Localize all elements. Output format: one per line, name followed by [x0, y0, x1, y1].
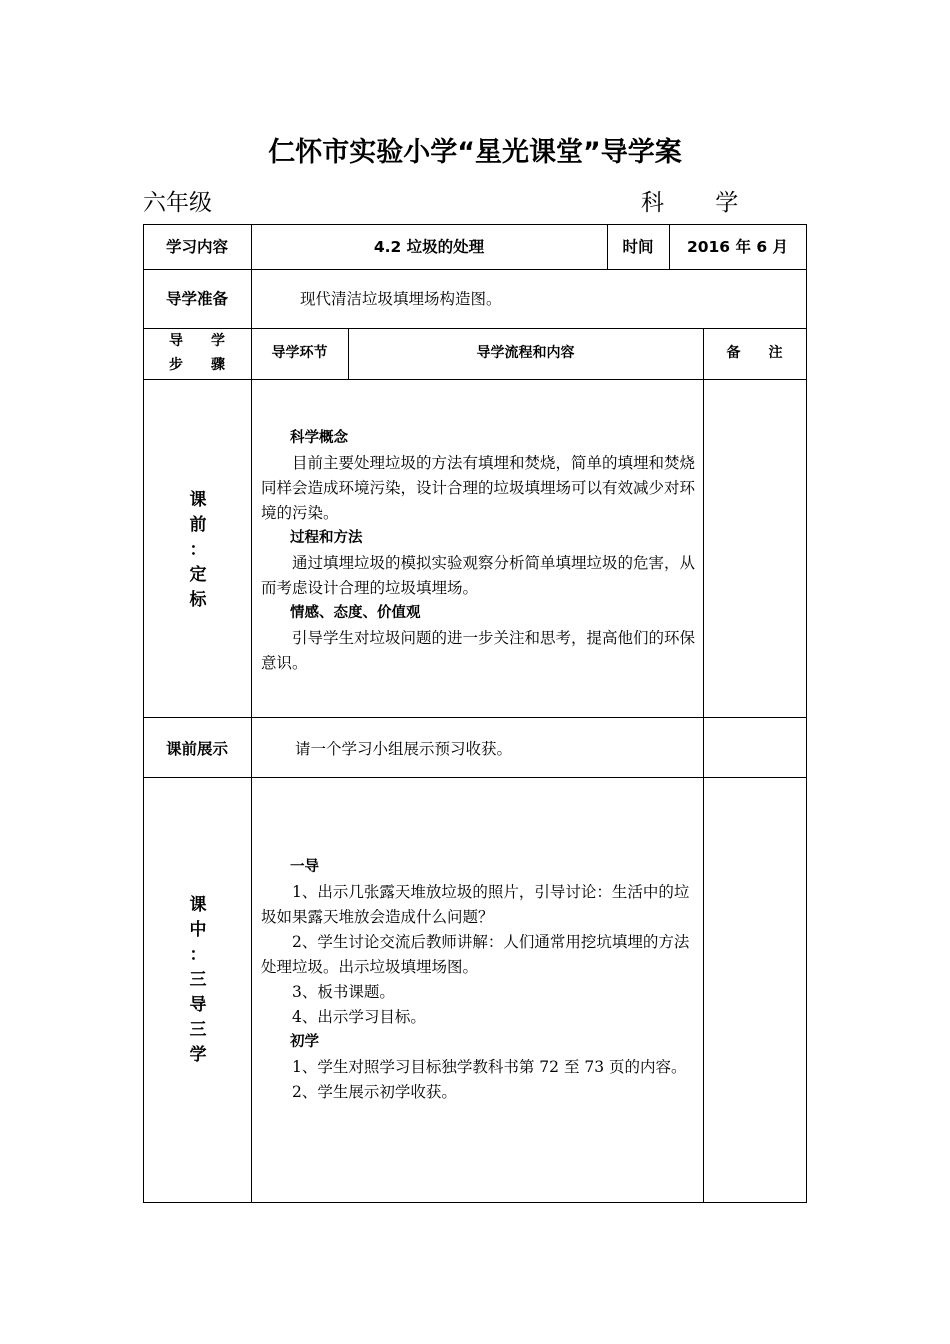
- inclass-char: 课: [189, 895, 207, 915]
- time-label: 时间: [622, 238, 654, 256]
- inclass-content: [261, 855, 696, 1105]
- display-value: 请一个学习小组展示预习收获。: [295, 740, 513, 758]
- display-label: 课前展示: [165, 740, 228, 758]
- inclass-char: 三: [189, 970, 207, 990]
- prep-value: 现代清洁垃圾填埋场构造图。: [300, 290, 502, 308]
- inclass-char: ：: [189, 945, 207, 965]
- note-header: 备 注: [726, 345, 783, 361]
- concept-heading: 科学概念: [290, 430, 348, 446]
- method-heading: 过程和方法: [290, 530, 363, 546]
- initial-study-item: 2、学生展示初学收获。: [292, 1083, 457, 1101]
- time-value: 2016 年 6 月: [686, 238, 789, 256]
- inclass-char: 导: [189, 995, 207, 1015]
- preclass-content: [261, 426, 696, 676]
- stage-header: 导学环节: [271, 345, 328, 361]
- preclass-char: 课: [189, 490, 207, 510]
- page-title: 仁怀市实验小学“星光课堂”导学案: [268, 137, 682, 168]
- steps-header: [143, 329, 251, 377]
- method-text: 通过填埋垃圾的模拟实验观察分析简单填埋垃圾的危害，从而考虑设计合理的垃圾填埋场。: [261, 554, 696, 597]
- preclass-char: ：: [189, 540, 207, 560]
- preclass-char: 标: [189, 590, 207, 610]
- grade-label: 六年级: [143, 190, 212, 216]
- preclass-char: 前: [189, 515, 207, 535]
- initial-study-heading: 初学: [290, 1034, 319, 1050]
- subject-label: 科 学: [641, 190, 761, 216]
- inclass-char: 中: [189, 920, 207, 940]
- guide-heading: 一导: [290, 859, 319, 875]
- attitude-heading: 情感、态度、价值观: [290, 605, 421, 621]
- prep-label: 导学准备: [165, 290, 228, 308]
- steps-header-line2: 步 骤: [169, 357, 225, 373]
- inclass-char: 三: [189, 1020, 207, 1040]
- attitude-text: 引导学生对垃圾问题的进一步关注和思考，提高他们的环保意识。: [261, 629, 696, 672]
- steps-header-line1: 导 学: [169, 333, 225, 349]
- concept-text: 目前主要处理垃圾的方法有填埋和焚烧，简单的填埋和焚烧同样会造成环境污染，设计合理的垃圾填埋场可以有效减少对环境的污染。: [261, 454, 696, 522]
- guide-item: 1、出示几张露天堆放垃圾的照片，引导讨论：生活中的垃圾如果露天堆放会造成什么问题？: [261, 883, 690, 926]
- flow-header: 导学流程和内容: [476, 345, 575, 361]
- preclass-char: 定: [189, 565, 207, 585]
- inclass-char: 学: [189, 1045, 207, 1065]
- content-value: 4.2 垃圾的处理: [373, 238, 485, 256]
- content-label: 学习内容: [165, 238, 228, 256]
- initial-study-item: 1、学生对照学习目标独学教科书第 72 至 73 页的内容。: [292, 1058, 687, 1076]
- guide-item: 4、出示学习目标。: [292, 1008, 426, 1026]
- guide-item: 3、板书课题。: [292, 983, 395, 1001]
- guide-item: 2、学生讨论交流后教师讲解：人们通常用挖坑填埋的方法处理垃圾。出示垃圾填埋场图。: [261, 933, 690, 976]
